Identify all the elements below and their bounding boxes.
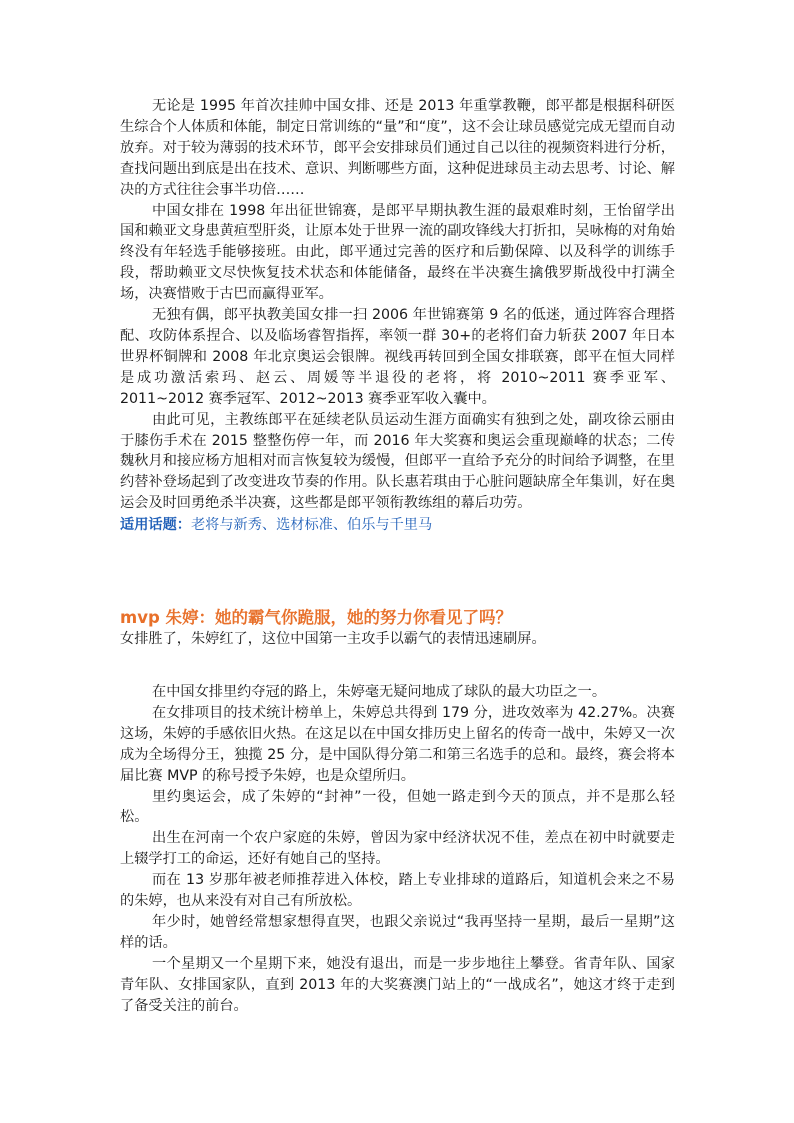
paragraph: 中国女排在 1998 年出征世锦赛，是郎平早期执教生涯的最艰难时刻，王怡留学出国和赖亚文身患黄疸型肝炎，让原本处于世界一流的副攻锋线大打折扣，吴咏梅的对角始终没有年轻选手能够接班。由此，郎平通过完善的医疗和后勤保障、以及科学的训练手段，帮助赖亚文尽快恢复技术状态和体能储备，最终在半决赛生擒俄罗斯战役中打满全场，决赛惜败于古巴而赢得亚军。 [120, 202, 675, 303]
paragraph: 里约奥运会，成了朱婷的“封神”一役，但她一路走到今天的顶点，并不是那么轻松。 [120, 788, 675, 826]
section-langping [120, 96, 675, 536]
paragraph: 由此可见，主教练郎平在延续老队员运动生涯方面确实有独到之处，副攻徐云丽由于膝伤手术在 2015 整整伤停一年，而 2016 年大奖赛和奥运会重现巅峰的状态；二传魏秋月和接应杨方旭相对而言恢复较为缓慢，但郎平一直给予充分的时间给予调整，在里约替补登场起到了改变进攻节奏的作用。队长惠若琪由于心脏问题缺席全年集训，好在奥运会及时回勇绝杀半决赛，这些都是郎平领衔教练组的幕后功劳。 [120, 411, 675, 512]
paragraph: 无独有偶，郎平执教美国女排一扫 2006 年世锦赛第 9 名的低迷，通过阵容合理搭配、攻防体系捏合、以及临场睿智指挥，率领一群 30+的老将们奋力斩获 2007 年日本世界杯铜牌和 2008 年北京奥运会银牌。视线再转回到全国女排联赛，郎平在恒大同样是成功激活索玛、赵云、周媛等半退役的老将，将 2010~2011 赛季亚军、2011~2012 赛季冠军、2012~2013 赛季亚军收入囊中。 [120, 307, 675, 407]
article-headline: mvp 朱婷：她的霸气你跪服，她的努力你看见了吗？ [120, 608, 513, 627]
paragraph: 在中国女排里约夺冠的路上，朱婷毫无疑问地成了球队的最大功臣之一。 [152, 684, 607, 700]
paragraph: 出生在河南一个农户家庭的朱婷，曾因为家中经济状况不佳，差点在初中时就要走上辍学打工的命运，还好有她自己的坚持。 [120, 830, 675, 868]
paragraph: 无论是 1995 年首次挂帅中国女排、还是 2013 年重掌教鞭，郎平都是根据科研医生综合个人体质和体能，制定日常训练的“量”和“度”，这不会让球员感觉完成无望而自动放弃。对于较为薄弱的技术环节，郎平会安排球员们通过自己以往的视频资料进行分析，查找问题出到底是出在技术、意识、判断哪些方面，这种促进球员主动去思考、讨论、解决的方式往往会事半功倍…… [120, 98, 675, 198]
paragraph: 而在 13 岁那年被老师推荐进入体校，踏上专业排球的道路后，知道机会来之不易的朱婷，也从来没有对自己有所放松。 [120, 872, 675, 910]
paragraph: 年少时，她曾经常想家想得直哭，也跟父亲说过“我再坚持一星期，最后一星期”这样的话。 [120, 913, 675, 951]
topic-label: 适用话题： [120, 517, 191, 534]
applicable-topics [120, 514, 675, 536]
article-subline: 女排胜了，朱婷红了，这位中国第一主攻手以霸气的表情迅速刷屏。 [120, 631, 546, 647]
paragraph: 一个星期又一个星期下来，她没有退出，而是一步步地往上攀登。省青年队、国家青年队、女排国家队，直到 2013 年的大奖赛澳门站上的“一战成名”，她这才终于走到了备受关注的前台。 [120, 955, 675, 1014]
section-zhuting [120, 682, 675, 1017]
topic-value: 老将与新秀、选材标准、伯乐与千里马 [190, 517, 433, 534]
paragraph: 在女排项目的技术统计榜单上，朱婷总共得到 179 分，进攻效率为 42.27%。决赛这场，朱婷的手感依旧火热。在这足以在中国女排历史上留名的传奇一战中，朱婷又一次成为全场得分王，独揽 25 分，是中国队得分第二和第三名选手的总和。最终，赛会将本届比赛 MVP 的称号授予朱婷，也是众望所归。 [120, 704, 675, 784]
